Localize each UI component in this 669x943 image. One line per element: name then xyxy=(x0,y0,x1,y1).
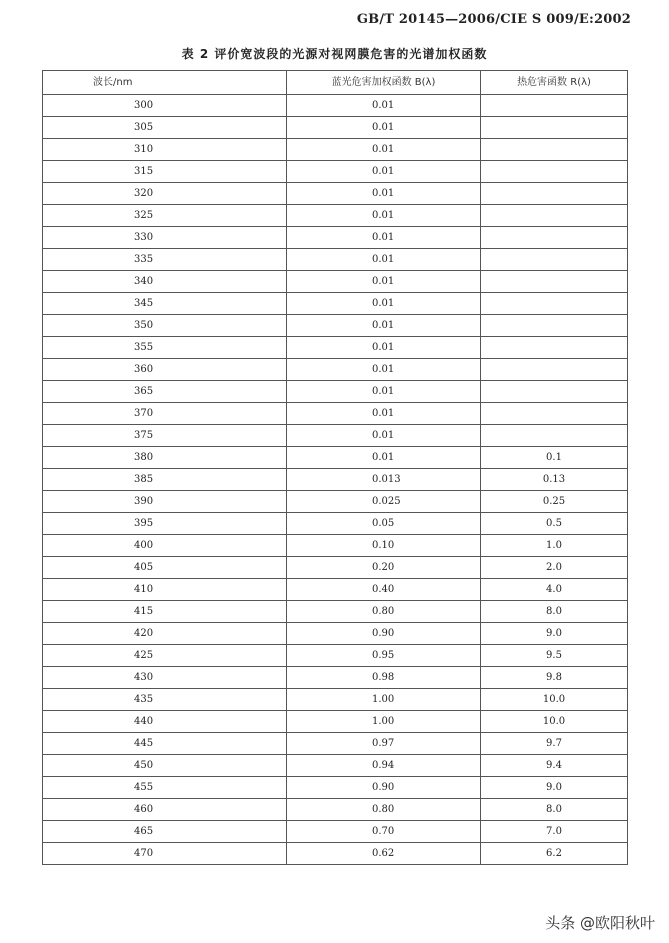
watermark: 头条 @欧阳秋叶 xyxy=(545,914,655,932)
cell-thermal-weight xyxy=(481,337,628,359)
column-header-wavelength: 波长/nm xyxy=(43,71,287,95)
table-row xyxy=(43,821,628,843)
cell-blue-light-weight: 0.025 xyxy=(287,491,481,513)
cell-thermal-weight xyxy=(481,227,628,249)
cell-blue-light-weight: 0.013 xyxy=(287,469,481,491)
cell-thermal-weight xyxy=(481,249,628,271)
cell-thermal-weight xyxy=(481,139,628,161)
cell-thermal-weight xyxy=(481,95,628,117)
cell-wavelength: 320 xyxy=(43,183,287,205)
cell-thermal-weight: 9.0 xyxy=(481,623,628,645)
cell-thermal-weight xyxy=(481,315,628,337)
table-row xyxy=(43,601,628,623)
cell-thermal-weight: 1.0 xyxy=(481,535,628,557)
table-row xyxy=(43,337,628,359)
cell-blue-light-weight: 1.00 xyxy=(287,689,481,711)
cell-wavelength: 380 xyxy=(43,447,287,469)
cell-thermal-weight: 0.1 xyxy=(481,447,628,469)
cell-wavelength: 410 xyxy=(43,579,287,601)
cell-thermal-weight: 9.0 xyxy=(481,777,628,799)
cell-blue-light-weight: 0.20 xyxy=(287,557,481,579)
cell-blue-light-weight: 0.01 xyxy=(287,205,481,227)
cell-wavelength: 330 xyxy=(43,227,287,249)
table-row xyxy=(43,117,628,139)
cell-wavelength: 440 xyxy=(43,711,287,733)
table-row xyxy=(43,777,628,799)
cell-wavelength: 305 xyxy=(43,117,287,139)
table-row xyxy=(43,469,628,491)
cell-wavelength: 315 xyxy=(43,161,287,183)
cell-blue-light-weight: 0.90 xyxy=(287,623,481,645)
cell-thermal-weight xyxy=(481,117,628,139)
cell-wavelength: 310 xyxy=(43,139,287,161)
cell-blue-light-weight: 0.01 xyxy=(287,425,481,447)
cell-blue-light-weight: 0.01 xyxy=(287,95,481,117)
cell-wavelength: 445 xyxy=(43,733,287,755)
cell-blue-light-weight: 0.95 xyxy=(287,645,481,667)
cell-thermal-weight: 10.0 xyxy=(481,711,628,733)
table-row xyxy=(43,183,628,205)
table-row xyxy=(43,205,628,227)
cell-wavelength: 345 xyxy=(43,293,287,315)
cell-thermal-weight: 9.4 xyxy=(481,755,628,777)
table-row xyxy=(43,271,628,293)
cell-blue-light-weight: 0.94 xyxy=(287,755,481,777)
cell-blue-light-weight: 0.01 xyxy=(287,381,481,403)
cell-wavelength: 385 xyxy=(43,469,287,491)
table-body xyxy=(43,95,628,865)
table-row xyxy=(43,359,628,381)
cell-wavelength: 350 xyxy=(43,315,287,337)
cell-blue-light-weight: 0.98 xyxy=(287,667,481,689)
standard-number: GB/T 20145—2006/CIE S 009/E:2002 xyxy=(356,12,631,27)
cell-wavelength: 425 xyxy=(43,645,287,667)
table-row xyxy=(43,447,628,469)
cell-thermal-weight: 7.0 xyxy=(481,821,628,843)
cell-blue-light-weight: 0.80 xyxy=(287,799,481,821)
cell-thermal-weight: 6.2 xyxy=(481,843,628,865)
table-title: 表 2 评价宽波段的光源对视网膜危害的光谱加权函数 xyxy=(181,47,488,61)
cell-thermal-weight: 0.25 xyxy=(481,491,628,513)
table-row xyxy=(43,513,628,535)
cell-wavelength: 465 xyxy=(43,821,287,843)
cell-blue-light-weight: 0.80 xyxy=(287,601,481,623)
cell-wavelength: 360 xyxy=(43,359,287,381)
cell-blue-light-weight: 0.01 xyxy=(287,359,481,381)
table-row xyxy=(43,161,628,183)
table-row xyxy=(43,623,628,645)
cell-wavelength: 430 xyxy=(43,667,287,689)
cell-wavelength: 325 xyxy=(43,205,287,227)
cell-thermal-weight xyxy=(481,161,628,183)
cell-wavelength: 395 xyxy=(43,513,287,535)
table-row xyxy=(43,711,628,733)
cell-wavelength: 460 xyxy=(43,799,287,821)
column-header-thermal: 热危害函数 R(λ) xyxy=(481,71,628,95)
cell-blue-light-weight: 0.70 xyxy=(287,821,481,843)
table-header-row xyxy=(43,71,628,95)
cell-wavelength: 435 xyxy=(43,689,287,711)
table-row xyxy=(43,843,628,865)
table-row xyxy=(43,381,628,403)
cell-blue-light-weight: 0.01 xyxy=(287,447,481,469)
cell-blue-light-weight: 0.01 xyxy=(287,403,481,425)
cell-blue-light-weight: 0.01 xyxy=(287,315,481,337)
cell-thermal-weight: 9.7 xyxy=(481,733,628,755)
cell-blue-light-weight: 0.01 xyxy=(287,293,481,315)
table-row xyxy=(43,403,628,425)
cell-thermal-weight xyxy=(481,381,628,403)
table-row xyxy=(43,293,628,315)
cell-blue-light-weight: 0.97 xyxy=(287,733,481,755)
cell-wavelength: 335 xyxy=(43,249,287,271)
cell-wavelength: 370 xyxy=(43,403,287,425)
table-row xyxy=(43,799,628,821)
cell-thermal-weight xyxy=(481,359,628,381)
table-row xyxy=(43,755,628,777)
cell-wavelength: 470 xyxy=(43,843,287,865)
cell-blue-light-weight: 0.62 xyxy=(287,843,481,865)
cell-thermal-weight: 9.5 xyxy=(481,645,628,667)
cell-wavelength: 415 xyxy=(43,601,287,623)
cell-blue-light-weight: 0.01 xyxy=(287,337,481,359)
cell-wavelength: 375 xyxy=(43,425,287,447)
cell-thermal-weight: 0.13 xyxy=(481,469,628,491)
cell-thermal-weight xyxy=(481,205,628,227)
weighting-function-table xyxy=(42,70,628,865)
table-row xyxy=(43,645,628,667)
cell-thermal-weight: 8.0 xyxy=(481,601,628,623)
cell-thermal-weight xyxy=(481,425,628,447)
column-header-blue-light: 蓝光危害加权函数 B(λ) xyxy=(287,71,481,95)
cell-wavelength: 455 xyxy=(43,777,287,799)
table-row xyxy=(43,425,628,447)
table-row xyxy=(43,733,628,755)
cell-thermal-weight xyxy=(481,293,628,315)
cell-blue-light-weight: 0.01 xyxy=(287,271,481,293)
cell-thermal-weight: 9.8 xyxy=(481,667,628,689)
cell-blue-light-weight: 0.40 xyxy=(287,579,481,601)
table-row xyxy=(43,535,628,557)
table-row xyxy=(43,95,628,117)
cell-wavelength: 340 xyxy=(43,271,287,293)
cell-blue-light-weight: 0.01 xyxy=(287,227,481,249)
table-row xyxy=(43,139,628,161)
table-row xyxy=(43,227,628,249)
cell-blue-light-weight: 0.01 xyxy=(287,139,481,161)
table-row xyxy=(43,557,628,579)
cell-blue-light-weight: 0.01 xyxy=(287,117,481,139)
cell-thermal-weight: 2.0 xyxy=(481,557,628,579)
cell-thermal-weight xyxy=(481,271,628,293)
cell-thermal-weight xyxy=(481,183,628,205)
cell-wavelength: 450 xyxy=(43,755,287,777)
cell-thermal-weight xyxy=(481,403,628,425)
table-row xyxy=(43,579,628,601)
cell-blue-light-weight: 1.00 xyxy=(287,711,481,733)
cell-blue-light-weight: 0.01 xyxy=(287,249,481,271)
cell-blue-light-weight: 0.10 xyxy=(287,535,481,557)
cell-wavelength: 420 xyxy=(43,623,287,645)
cell-wavelength: 400 xyxy=(43,535,287,557)
cell-thermal-weight: 4.0 xyxy=(481,579,628,601)
cell-wavelength: 405 xyxy=(43,557,287,579)
cell-thermal-weight: 8.0 xyxy=(481,799,628,821)
cell-thermal-weight: 10.0 xyxy=(481,689,628,711)
table-row xyxy=(43,315,628,337)
cell-thermal-weight: 0.5 xyxy=(481,513,628,535)
cell-blue-light-weight: 0.90 xyxy=(287,777,481,799)
cell-blue-light-weight: 0.01 xyxy=(287,161,481,183)
table-row xyxy=(43,689,628,711)
cell-wavelength: 390 xyxy=(43,491,287,513)
cell-blue-light-weight: 0.01 xyxy=(287,183,481,205)
cell-wavelength: 365 xyxy=(43,381,287,403)
cell-wavelength: 300 xyxy=(43,95,287,117)
cell-blue-light-weight: 0.05 xyxy=(287,513,481,535)
table-row xyxy=(43,249,628,271)
cell-wavelength: 355 xyxy=(43,337,287,359)
table-row xyxy=(43,667,628,689)
table-row xyxy=(43,491,628,513)
